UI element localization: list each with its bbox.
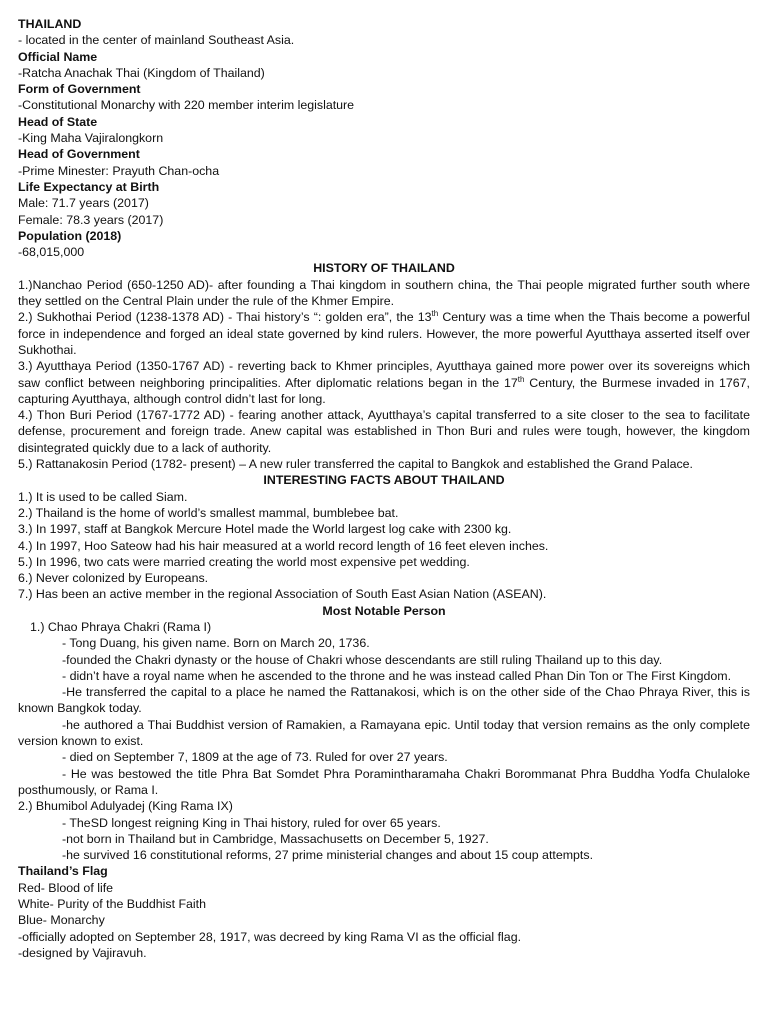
- flag-heading: Thailand’s Flag: [18, 864, 108, 879]
- population-heading: Population (2018): [18, 228, 122, 243]
- history-paragraph-4: 4.) Thon Buri Period (1767-1772 AD) - fearing another attack, Ayutthaya’s capital transferred to a site closer to the sea to facilitate defense, procurement and foreign trade. Anew capital was established in Thon Buri and rules were tough, however, the kingdom disintegrated quickly due to a lack of authority.: [18, 408, 750, 455]
- flag-line: White- Purity of the Buddhist Faith: [18, 897, 207, 912]
- person-2-point: -not born in Thailand but in Cambridge, Massachusetts on December 5, 1927.: [62, 831, 489, 846]
- head-of-government-heading: Head of Government: [18, 147, 140, 162]
- official-name-value: -Ratcha Anachak Thai (Kingdom of Thailand): [18, 65, 265, 80]
- fact-item: 4.) In 1997, Hoo Sateow had his hair measured at a world record length of 16 feet eleven inches.: [18, 538, 549, 553]
- person-1-point: -he authored a Thai Buddhist version of Ramakien, a Ramayana epic. Until today that version remains as the only complete version known to exist.: [18, 717, 750, 749]
- history-paragraph-5: 5.) Rattanakosin Period (1782- present) – A new ruler transferred the capital to Bangkok and established the Grand Palace.: [18, 457, 693, 472]
- head-of-state-heading: Head of State: [18, 114, 98, 129]
- fact-item: 1.) It is used to be called Siam.: [18, 489, 188, 504]
- life-expectancy-heading: Life Expectancy at Birth: [18, 179, 160, 194]
- history-paragraph-3-ordinal: th: [517, 374, 525, 384]
- fact-item: 5.) In 1996, two cats were married creating the world most expensive pet wedding.: [18, 554, 470, 569]
- fact-item: 6.) Never colonized by Europeans.: [18, 571, 209, 586]
- document-page: [18, 16, 750, 961]
- history-paragraph-2-end: Century was a time when the Thais become a powerful force in independence and forged an ideal state governed by kind rulers. However, the more powerful Ayutthaya asserted itself over Sukhothai.: [18, 310, 750, 357]
- flag-line: Blue- Monarchy: [18, 913, 105, 928]
- history-paragraph-2: [18, 309, 750, 358]
- head-of-government-value: -Prime Minester: Prayuth Chan-ocha: [18, 163, 220, 178]
- notable-heading: Most Notable Person: [322, 603, 446, 618]
- history-paragraph-1: 1.)Nanchao Period (650-1250 AD)- after founding a Thai kingdom in southern china, the Thai people migrated further south where they settled on the Central Plain under the rule of the Khmer Empire.: [18, 277, 750, 309]
- person-1-point: -founded the Chakri dynasty or the house of Chakri whose descendants are still ruling Thailand up to this day.: [62, 652, 663, 667]
- person-1-point: - Tong Duang, his given name. Born on March 20, 1736.: [62, 636, 370, 651]
- fact-item: 7.) Has been an active member in the regional Association of South East Asian Nation (ASEAN).: [18, 587, 547, 602]
- flag-line: -officially adopted on September 28, 1917, was decreed by king Rama VI as the official flag.: [18, 929, 522, 944]
- person-2-point: - TheSD longest reigning King in Thai history, ruled for over 65 years.: [62, 815, 441, 830]
- history-paragraph-2-start: 2.) Sukhothai Period (1238-1378 AD) - Thai history’s “: golden era”, the 13: [18, 310, 432, 325]
- history-paragraph-3: [18, 358, 750, 407]
- life-expectancy-male: Male: 71.7 years (2017): [18, 196, 149, 211]
- life-expectancy-female: Female: 78.3 years (2017): [18, 212, 164, 227]
- facts-heading: INTERESTING FACTS ABOUT THAILAND: [263, 473, 505, 488]
- history-paragraph-2-ordinal: th: [431, 309, 439, 319]
- person-1-point: -He transferred the capital to a place he named the Rattanakosi, which is on the other side of the Chao Phraya River, this is known Bangkok today.: [18, 685, 750, 716]
- person-1-title: 1.) Chao Phraya Chakri (Rama I): [30, 619, 212, 634]
- person-1-point: - died on September 7, 1809 at the age of 73. Ruled for over 27 years.: [62, 750, 448, 765]
- person-2-title: 2.) Bhumibol Adulyadej (King Rama IX): [18, 799, 233, 814]
- location-text: - located in the center of mainland Southeast Asia.: [18, 33, 295, 48]
- history-heading: HISTORY OF THAILAND: [313, 261, 455, 276]
- official-name-heading: Official Name: [18, 49, 98, 64]
- country-heading: THAILAND: [18, 17, 82, 31]
- fact-item: 2.) Thailand is the home of world’s smallest mammal, bumblebee bat.: [18, 505, 399, 520]
- flag-line: -designed by Vajiravuh.: [18, 945, 147, 960]
- flag-line: Red- Blood of life: [18, 880, 114, 895]
- head-of-state-value: -King Maha Vajiralongkorn: [18, 131, 164, 146]
- history-paragraph-3-end: Century, the Burmese invaded in 1767, capturing Ayutthaya, although control didn’t last for long.: [18, 375, 750, 406]
- person-1-point: - He was bestowed the title Phra Bat Somdet Phra Poramintharamaha Chakri Borommanat Phra Buddha Yodfa Chulaloke posthumously, or Rama I.: [18, 766, 750, 797]
- form-of-government-value: -Constitutional Monarchy with 220 member interim legislature: [18, 98, 355, 113]
- person-2-point: -he survived 16 constitutional reforms, 27 prime ministerial changes and about 15 coup attempts.: [62, 848, 594, 863]
- population-value: -68,015,000: [18, 245, 85, 260]
- person-1-point: - didn’t have a royal name when he ascended to the throne and he was instead called Phan Din Ton or The First Kingdom.: [62, 668, 732, 683]
- history-paragraph-3-start: 3.) Ayutthaya Period (1350-1767 AD) - reverting back to Khmer principles, Ayutthaya gained more power over its sovereigns which saw conflict between neighboring principalities. After diplomatic relations began in the 17: [18, 359, 750, 390]
- form-of-government-heading: Form of Government: [18, 82, 141, 97]
- fact-item: 3.) In 1997, staff at Bangkok Mercure Hotel made the World largest log cake with 2300 kg.: [18, 522, 512, 537]
